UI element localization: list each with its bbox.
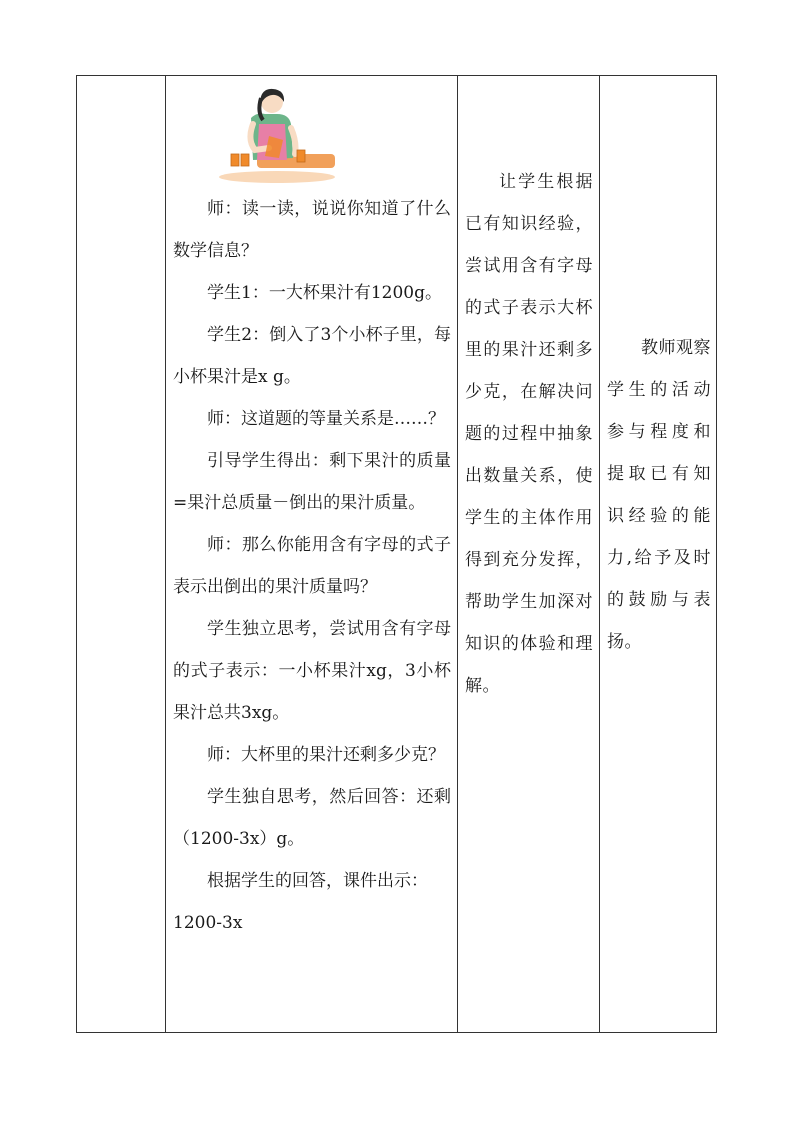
teaching-process-cell — [166, 76, 457, 1032]
woman-pouring-juice-icon — [217, 84, 337, 184]
lesson-table — [76, 75, 717, 1033]
evaluation-text: 教师观察学生的活动参与程度和提取已有知识经验的能力,给予及时的鼓励与表扬。 — [607, 338, 711, 652]
dialogue-paragraph: 师：那么你能用含有字母的式子表示出倒出的果汁质量吗？ — [173, 535, 451, 597]
dialogue-paragraph: 学生独自思考，然后回答：还剩（1200-3x）g。 — [173, 787, 451, 849]
design-intent-text: 让学生根据已有知识经验，尝试用含有字母的式子表示大杯里的果汁还剩多少克，在解决问题的过程中抽象出数量关系，使学生的主体作用得到充分发挥，帮助学生加深对知识的体验和理解。 — [465, 172, 593, 696]
dialogue-paragraph: 学生2：倒入了3个小杯子里，每小杯果汁是x g。 — [173, 325, 451, 387]
evaluation-cell — [600, 76, 717, 1032]
dialogue-paragraph: 师：读一读，说说你知道了什么数学信息？ — [173, 199, 451, 261]
dialogue-paragraph: 引导学生得出：剩下果汁的质量=果汁总质量－倒出的果汁质量。 — [173, 451, 451, 513]
dialogue-paragraph: 师：这道题的等量关系是……？ — [207, 409, 445, 429]
design-intent-cell — [458, 76, 599, 1032]
dialogue-paragraph: 学生1：一大杯果汁有1200g。 — [207, 283, 442, 303]
empty-cell — [77, 76, 165, 1032]
formula-line: 1200-3x — [173, 913, 243, 933]
dialogue-paragraph: 学生独立思考，尝试用含有字母的式子表示：一小杯果汁xg，3小杯果汁总共3xg。 — [173, 619, 451, 723]
dialogue-paragraph: 师：大杯里的果汁还剩多少克？ — [207, 745, 445, 765]
dialogue-paragraph: 根据学生的回答，课件出示： — [207, 871, 428, 891]
